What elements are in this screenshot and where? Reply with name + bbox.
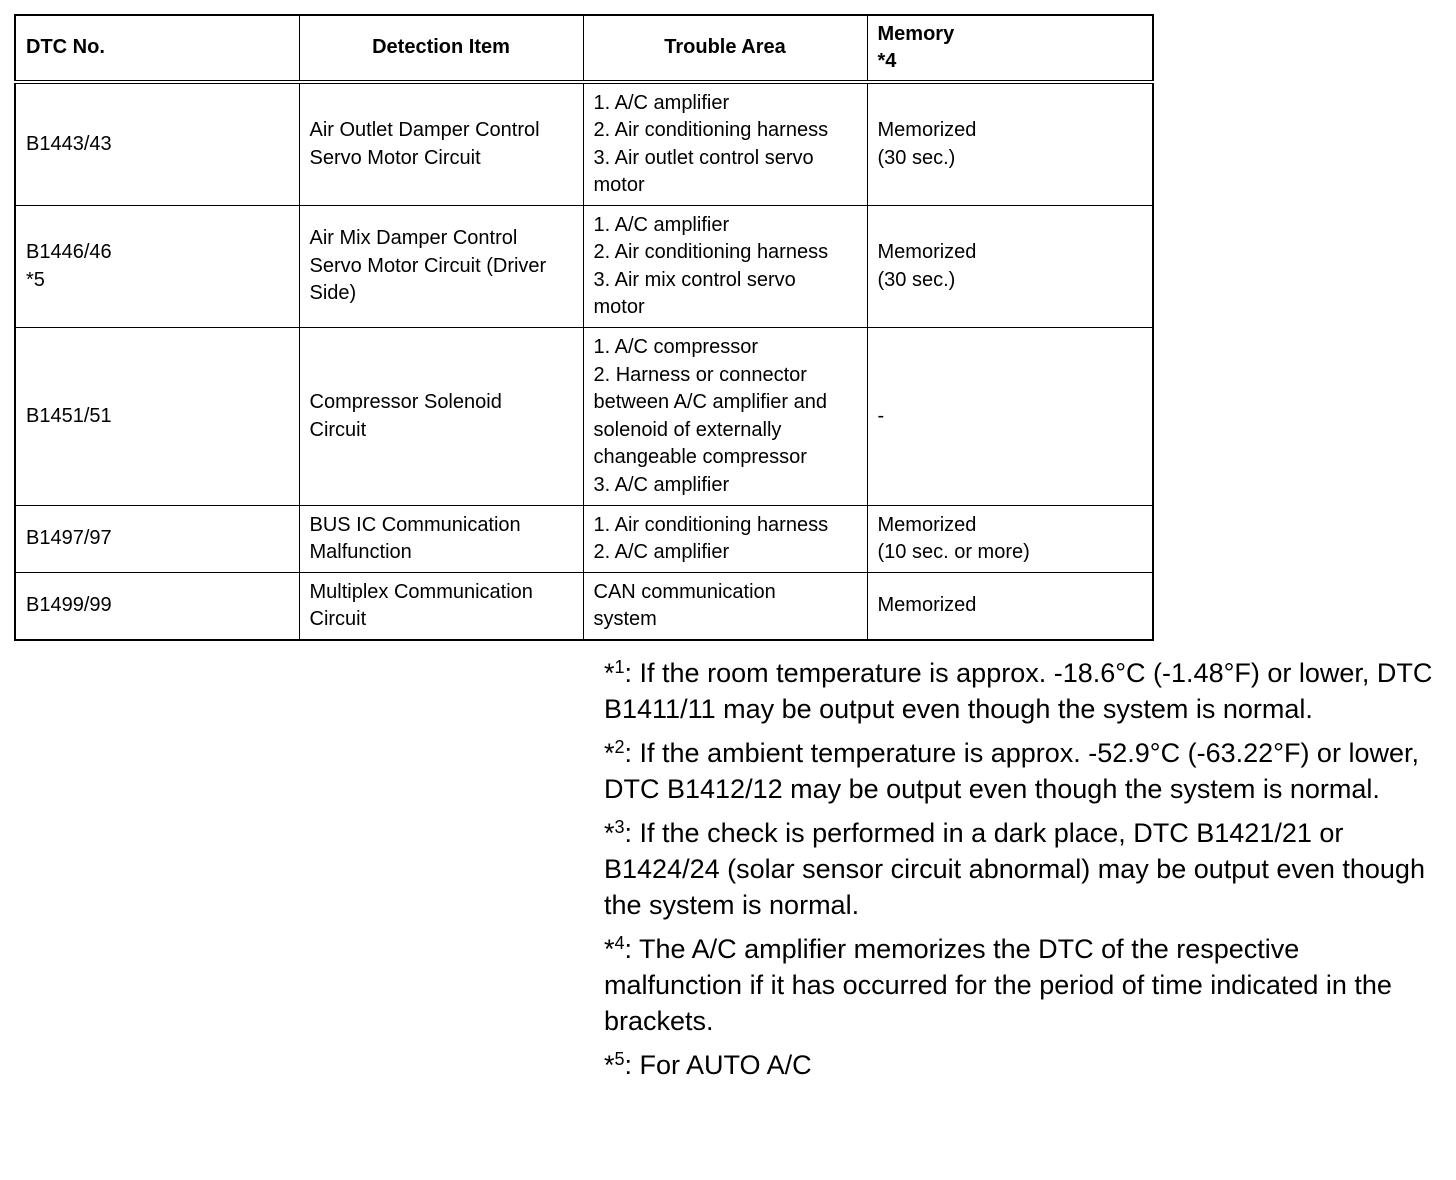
- cell-trouble-area: 1. A/C compressor 2. Harness or connector between A/C amplifier and solenoid of externally changeable compressor 3. A/C amplifier: [583, 328, 867, 506]
- cell-memory: Memorized: [867, 573, 1153, 641]
- header-trouble-area: Trouble Area: [583, 15, 867, 82]
- footnote-text: : If the room temperature is approx. -18.6°C (-1.48°F) or lower, DTC B1411/11 may be output even though the system is normal.: [604, 658, 1433, 724]
- cell-detection-item: BUS IC Communication Malfunction: [299, 506, 583, 573]
- cell-detection-item: Air Mix Damper Control Servo Motor Circuit (Driver Side): [299, 206, 583, 328]
- cell-trouble-area: CAN communication system: [583, 573, 867, 641]
- cell-detection-item: Compressor Solenoid Circuit: [299, 328, 583, 506]
- cell-memory: Memorized (30 sec.): [867, 82, 1153, 206]
- footnote-4: [604, 931, 1434, 1039]
- cell-memory: Memorized (30 sec.): [867, 206, 1153, 328]
- cell-trouble-area: 1. A/C amplifier 2. Air conditioning harness 3. Air mix control servo motor: [583, 206, 867, 328]
- footnote-marker: *: [604, 818, 615, 848]
- cell-dtc-no: B1443/43: [15, 82, 299, 206]
- footnote-2: [604, 735, 1434, 807]
- footnote-5: [604, 1047, 1434, 1083]
- footnote-number: 2: [614, 737, 625, 757]
- footnote-text: : The A/C amplifier memorizes the DTC of the respective malfunction if it has occurred for the period of time indicated in the brackets.: [604, 934, 1392, 1036]
- table-header-row: [15, 15, 1153, 82]
- cell-detection-item: Multiplex Communication Circuit: [299, 573, 583, 641]
- footnote-3: [604, 815, 1434, 923]
- cell-dtc-no: B1499/99: [15, 573, 299, 641]
- footnotes: [604, 655, 1434, 1091]
- footnote-number: 1: [614, 657, 625, 677]
- footnote-text: : If the check is performed in a dark place, DTC B1421/21 or B1424/24 (solar sensor circuit abnormal) may be output even though the system is normal.: [604, 818, 1425, 920]
- header-memory: Memory *4: [867, 15, 1153, 82]
- cell-trouble-area: 1. A/C amplifier 2. Air conditioning harness 3. Air outlet control servo motor: [583, 82, 867, 206]
- footnote-text: : If the ambient temperature is approx. -52.9°C (-63.22°F) or lower, DTC B1412/12 may be output even though the system is normal.: [604, 738, 1419, 804]
- footnote-number: 3: [614, 817, 625, 837]
- footnote-text: : For AUTO A/C: [624, 1050, 812, 1080]
- table-row: [15, 206, 1153, 328]
- cell-dtc-no: B1446/46 *5: [15, 206, 299, 328]
- table-row: [15, 573, 1153, 641]
- cell-detection-item: Air Outlet Damper Control Servo Motor Circuit: [299, 82, 583, 206]
- footnote-marker: *: [604, 934, 615, 964]
- cell-dtc-no: B1497/97: [15, 506, 299, 573]
- footnote-marker: *: [604, 658, 615, 688]
- footnote-marker: *: [604, 1050, 615, 1080]
- cell-trouble-area: 1. Air conditioning harness 2. A/C amplifier: [583, 506, 867, 573]
- cell-memory: -: [867, 328, 1153, 506]
- cell-dtc-no: B1451/51: [15, 328, 299, 506]
- table-row: [15, 82, 1153, 206]
- table-row: [15, 328, 1153, 506]
- header-dtc-no: DTC No.: [15, 15, 299, 82]
- footnote-1: [604, 655, 1434, 727]
- dtc-table: [14, 14, 1154, 641]
- footnote-number: 5: [614, 1049, 625, 1069]
- cell-memory: Memorized (10 sec. or more): [867, 506, 1153, 573]
- footnote-marker: *: [604, 738, 615, 768]
- footnote-number: 4: [614, 933, 625, 953]
- table-row: [15, 506, 1153, 573]
- header-detection-item: Detection Item: [299, 15, 583, 82]
